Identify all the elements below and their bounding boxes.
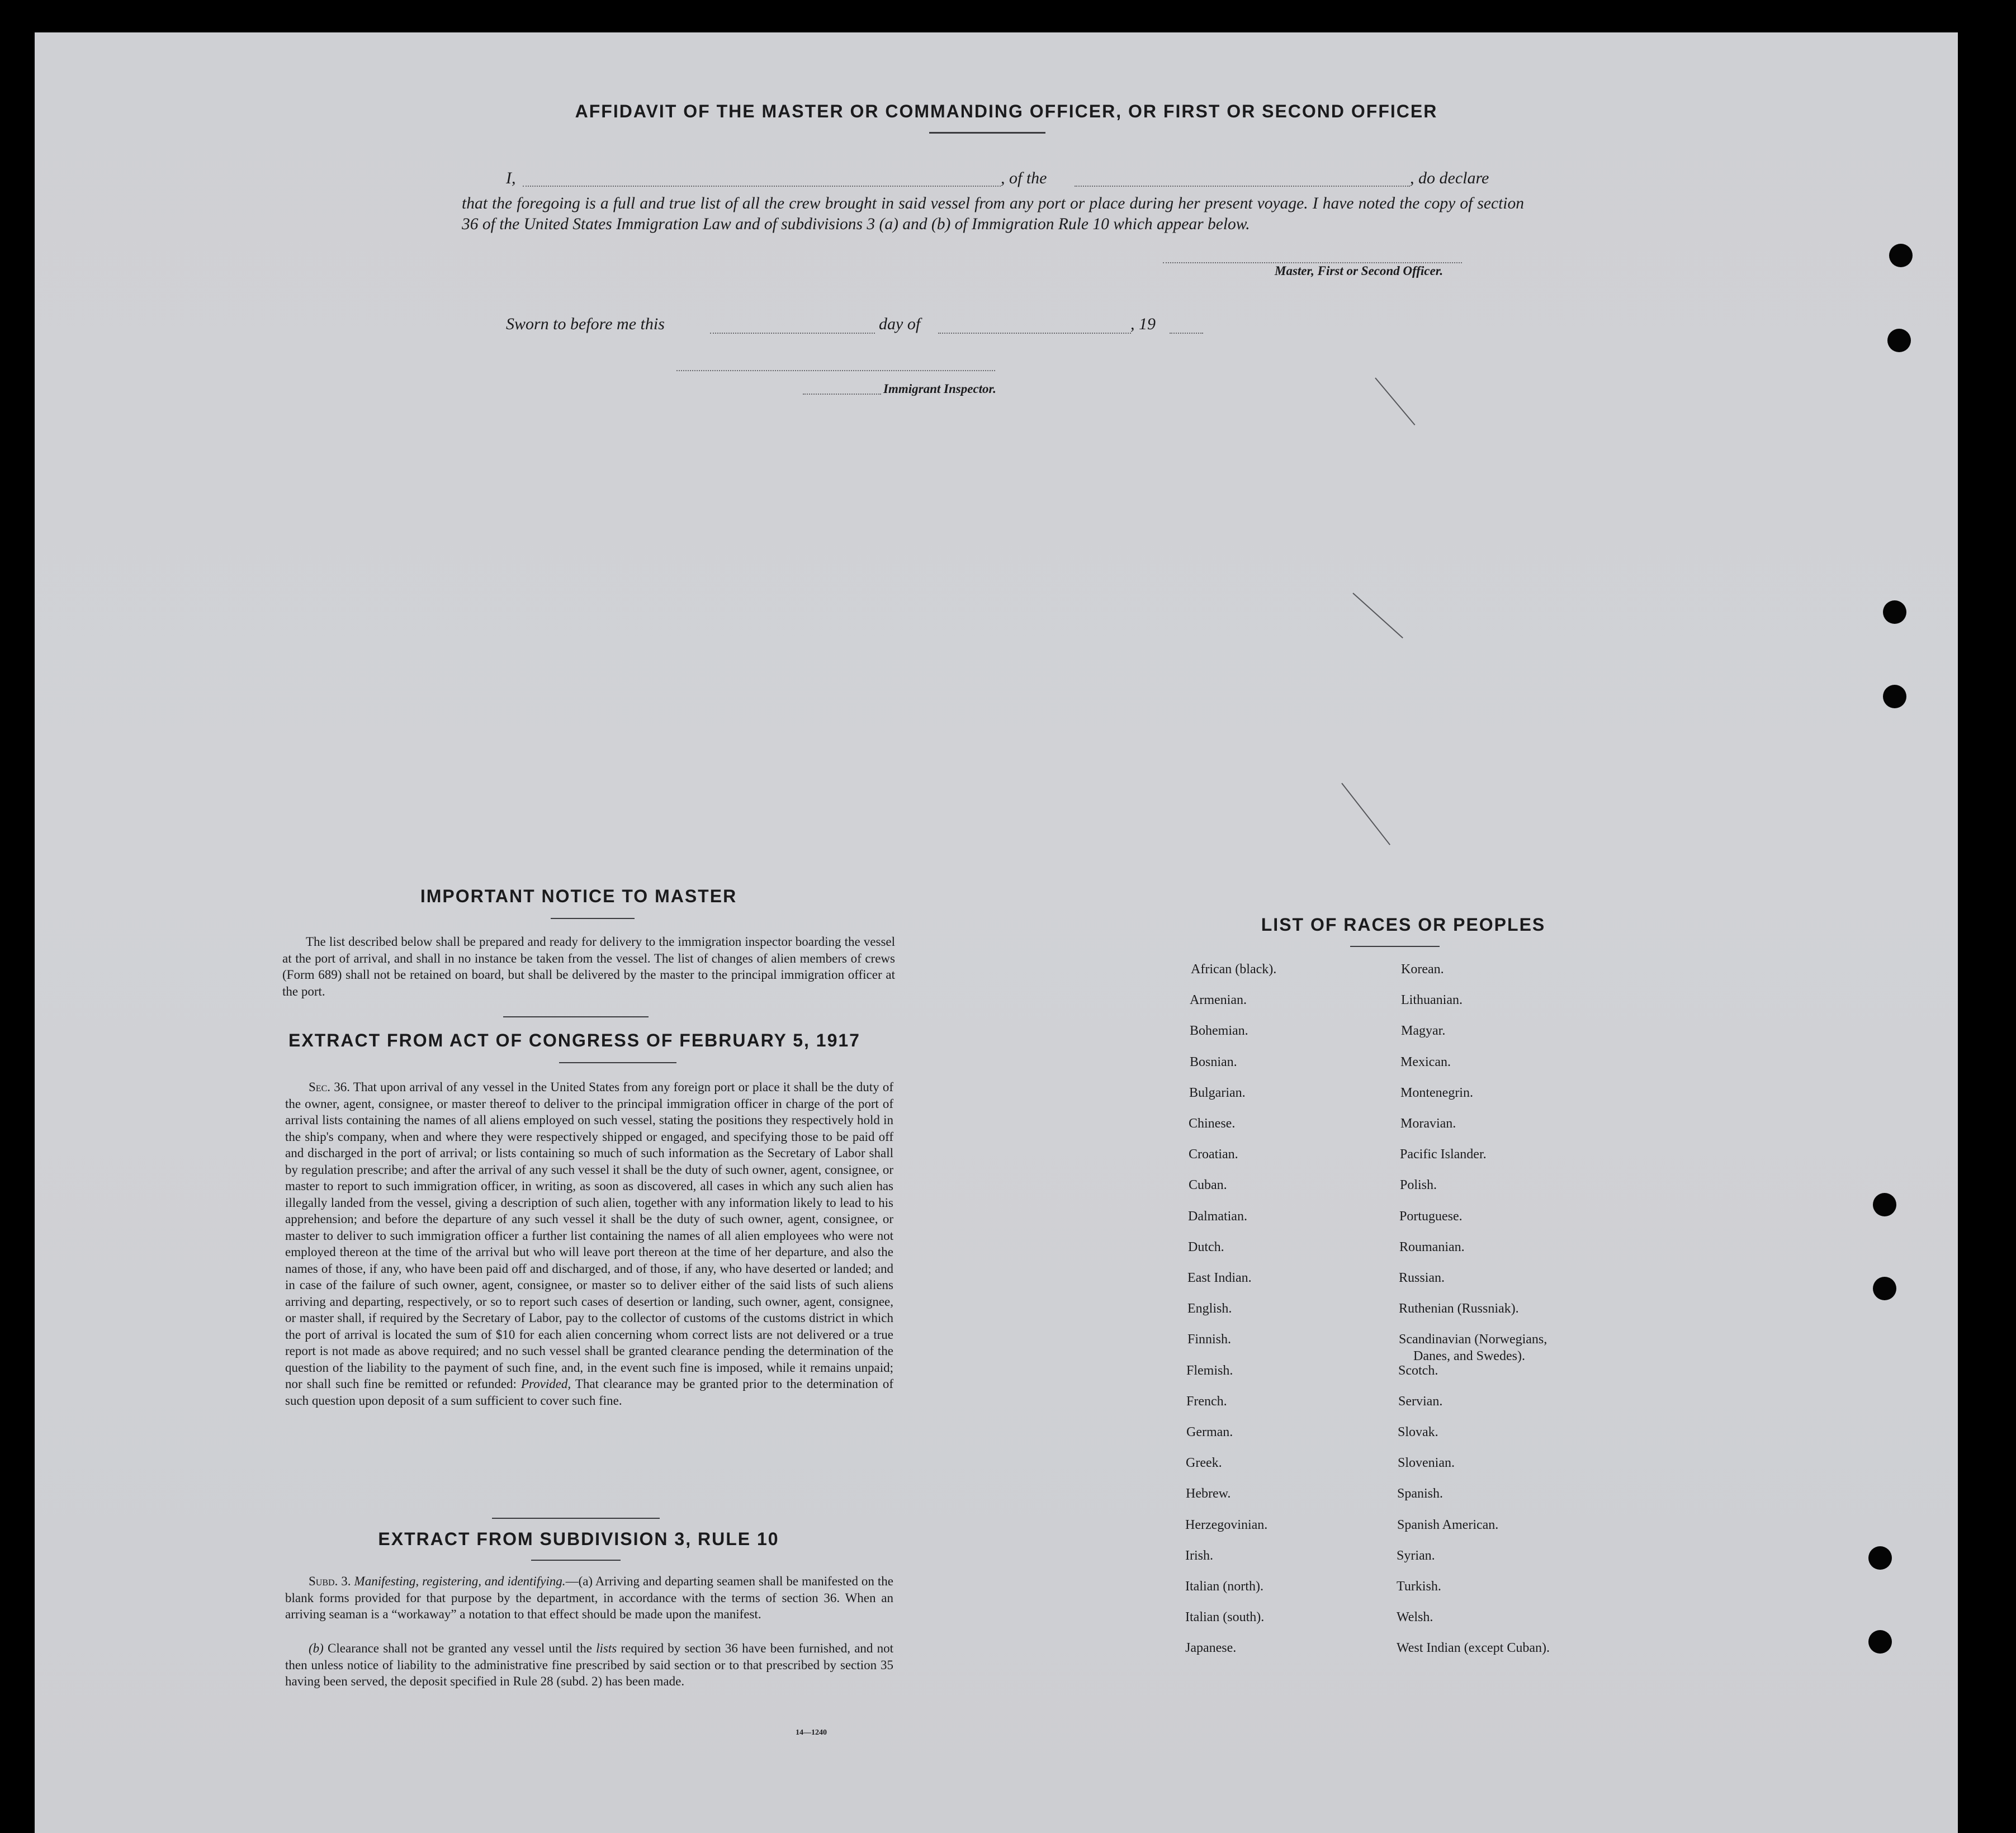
signature-field[interactable] <box>1163 262 1462 263</box>
race-item: Chinese. <box>1189 1116 1236 1131</box>
race-item-continuation: Danes, and Swedes). <box>1413 1349 1525 1363</box>
name-field[interactable] <box>523 186 1001 187</box>
race-item: Russian. <box>1399 1271 1445 1285</box>
race-item: Slovenian. <box>1398 1456 1455 1470</box>
race-item: Hebrew. <box>1186 1486 1231 1501</box>
affidavit-text: that the foregoing is a full and true list of all the crew brought in said vessel from any port or place during her present voyage. I have noted the copy of section 36 of the United States Immigration Law and of subdivisions 3 (a) and (b) of Immigration Rule 10 which appear below. <box>462 195 1524 233</box>
rule-underline <box>531 1560 621 1561</box>
race-item: Montenegrin. <box>1400 1086 1473 1100</box>
rule-text-b <box>285 1640 893 1690</box>
year-label: , 19 <box>1130 315 1156 333</box>
act-text-main: That upon arrival of any vessel in the United States from any foreign port or place it shall be the duty of the owner, agent, consignee, or master thereof to deliver to the principal immigration officer in charge of the port of arrival lists containing the names of all aliens employed on such vessel, stating the positions they respectively hold in the ship's company, when and where they were respectively shipped or engaged, and specifying those to be paid off and discharged in the port of arrival; or lists containing so much of such information as the Secretary of Labor shall by regulation prescribe; and after the arrival of any such vessel it shall be the duty of such owner, agent, consignee, or master to report to such immigration officer, in writing, as soon as discovered, all cases in which any such alien has illegally landed from the vessel, giving a description of such alien, together with any information likely to lead to his apprehension; and before the departure of any such vessel it shall be the duty of such owner, agent, consignee, or master to deliver to such immigration officer a further list containing the names of all alien employees who were not employed thereon at the time of the arrival but who will leave port thereon at the time of her departure, and also the names of those, if any, who have been paid off and discharged, and of those, if any, who have deserted or landed; and in case of the failure of such owner, agent, consignee, or master so to deliver either of the said lists of such aliens arriving and departing, respectively, or so to report such cases of desertion or landing, such owner, agent, consignee, or master shall, if required by the Secretary of Labor, pay to the collector of customs of the customs district in which the port of arrival is located the sum of $10 for each alien concerning whom correct lists are not delivered or a true report is not made as above required; and no such vessel shall be granted clearance pending the determination of the question of the liability to the payment of such fine, and, in the event such fine is imposed, while it remains unpaid; nor shall such fine be remitted or refunded: <box>285 1080 893 1391</box>
races-title: LIST OF RACES OR PEOPLES <box>1261 915 1546 935</box>
affidavit-of-the-label: , of the <box>1001 169 1047 187</box>
race-item: Bulgarian. <box>1189 1086 1246 1100</box>
race-item: Korean. <box>1401 962 1444 977</box>
race-item: Flemish. <box>1186 1363 1233 1378</box>
act-title: EXTRACT FROM ACT OF CONGRESS OF FEBRUARY 5, 1917 <box>288 1030 860 1050</box>
race-item: Bohemian. <box>1190 1024 1248 1038</box>
provided-label: Provided, <box>520 1377 571 1391</box>
subd-heading: Manifesting, registering, and identifying. <box>354 1574 566 1588</box>
form-number: 14—1240 <box>796 1728 827 1737</box>
inspector-name-field[interactable] <box>803 394 881 395</box>
notice-text <box>282 934 895 1000</box>
rule-b-text-1: Clearance shall not be granted any vessel until the <box>328 1641 592 1655</box>
binder-hole <box>1873 1193 1896 1216</box>
race-item: Japanese. <box>1185 1641 1237 1655</box>
race-item: Italian (north). <box>1185 1579 1263 1594</box>
race-item: Roumanian. <box>1399 1240 1465 1254</box>
rule-title: EXTRACT FROM SUBDIVISION 3, RULE 10 <box>378 1529 779 1549</box>
race-item: Dutch. <box>1188 1240 1224 1254</box>
race-item: West Indian (except Cuban). <box>1397 1641 1550 1655</box>
race-item: Servian. <box>1398 1394 1443 1409</box>
inspector-signature-field[interactable] <box>676 370 995 371</box>
race-item: Spanish. <box>1397 1486 1444 1501</box>
act-text <box>285 1079 893 1409</box>
act-underline <box>559 1062 676 1063</box>
race-item: Dalmatian. <box>1188 1209 1247 1224</box>
race-item: French. <box>1186 1394 1227 1409</box>
race-item: Syrian. <box>1397 1548 1435 1563</box>
race-item: Pacific Islander. <box>1400 1147 1487 1162</box>
race-item: Lithuanian. <box>1401 993 1463 1007</box>
race-item: Armenian. <box>1190 993 1247 1007</box>
binder-hole <box>1873 1277 1896 1300</box>
binder-hole <box>1883 685 1906 708</box>
rule-b-lists: lists <box>596 1641 617 1655</box>
act-divider <box>492 1518 660 1519</box>
rule-b-text-2: required by section 36 have been furnished, and not then unless notice of liability to the administrative fine prescribed by said section or to that prescribed by section 35 having been served, the deposit specified in Rule 28 (subd. 2) has been made. <box>285 1641 894 1688</box>
notice-text-content: The list described below shall be prepared and ready for delivery to the immigration inspector boarding the vessel at the port of arrival, and shall in no instance be taken from the vessel. The list of changes of alien members of crews (Form 689) shall not be retained on board, but shall be delivered by the master to the principal immigration officer at the port. <box>282 935 895 998</box>
race-item: East Indian. <box>1187 1271 1252 1285</box>
race-item: Spanish American. <box>1397 1518 1499 1532</box>
signature-label: Master, First or Second Officer. <box>1275 264 1444 278</box>
races-underline <box>1350 946 1440 947</box>
race-item: African (black). <box>1191 962 1277 977</box>
rule-text-a <box>285 1573 893 1623</box>
race-item: Moravian. <box>1400 1116 1456 1131</box>
notice-underline <box>551 918 635 919</box>
day-of-label: day of <box>879 315 921 333</box>
rule-a-text: —(a) Arriving and departing seamen shall be manifested on the blank forms provided for that purpose by the department, in accordance with the terms of section 36. When an arriving seaman is a “workaway” a notation to that effect should be made upon the manifest. <box>285 1574 894 1621</box>
race-item: Mexican. <box>1400 1055 1451 1069</box>
form-sheet <box>35 32 1958 1833</box>
binder-hole <box>1868 1546 1892 1570</box>
binder-hole <box>1889 244 1913 267</box>
subd-label: Subd. 3. <box>309 1574 351 1588</box>
race-item: Greek. <box>1186 1456 1222 1470</box>
race-item: Herzegovinian. <box>1185 1518 1268 1532</box>
notice-divider <box>503 1016 649 1017</box>
vessel-field[interactable] <box>1075 186 1410 187</box>
title-underline <box>929 132 1045 134</box>
race-item: Polish. <box>1400 1178 1437 1192</box>
race-item: Ruthenian (Russniak). <box>1399 1301 1519 1316</box>
binder-hole <box>1883 600 1906 624</box>
race-item: Turkish. <box>1397 1579 1441 1594</box>
affidavit-declare-label: , do declare <box>1410 169 1489 187</box>
affidavit-i-label: I, <box>506 169 516 187</box>
race-item: Slovak. <box>1398 1425 1438 1439</box>
sworn-label: Sworn to before me this <box>506 315 665 333</box>
act-text-end: That clearance may be granted prior to the determination of such question upon deposit of a sum sufficient to cover such fine. <box>285 1377 893 1408</box>
race-item: Cuban. <box>1189 1178 1227 1192</box>
race-item: German. <box>1186 1425 1233 1439</box>
race-item: Finnish. <box>1187 1332 1232 1347</box>
race-item: Croatian. <box>1189 1147 1238 1162</box>
race-item: Portuguese. <box>1399 1209 1463 1224</box>
affidavit-title: AFFIDAVIT OF THE MASTER OR COMMANDING OFFICER, OR FIRST OR SECOND OFFICER <box>575 101 1438 121</box>
month-field[interactable] <box>938 333 1131 334</box>
sec-label: Sec. 36. <box>309 1080 350 1094</box>
race-item: Bosnian. <box>1190 1055 1237 1069</box>
race-item: Magyar. <box>1401 1024 1446 1038</box>
race-item: Scotch. <box>1398 1363 1438 1378</box>
binder-hole <box>1868 1630 1892 1654</box>
inspector-label: Immigrant Inspector. <box>883 382 996 396</box>
race-item: Scandinavian (Norwegians, <box>1399 1332 1548 1347</box>
year-field[interactable] <box>1170 333 1203 334</box>
day-field[interactable] <box>710 333 875 334</box>
race-item: Italian (south). <box>1185 1610 1265 1624</box>
race-item: English. <box>1187 1301 1232 1316</box>
b-label: (b) <box>309 1641 324 1655</box>
race-item: Irish. <box>1185 1548 1213 1563</box>
race-item: Welsh. <box>1397 1610 1433 1624</box>
binder-hole <box>1887 329 1911 352</box>
notice-title: IMPORTANT NOTICE TO MASTER <box>420 886 737 906</box>
